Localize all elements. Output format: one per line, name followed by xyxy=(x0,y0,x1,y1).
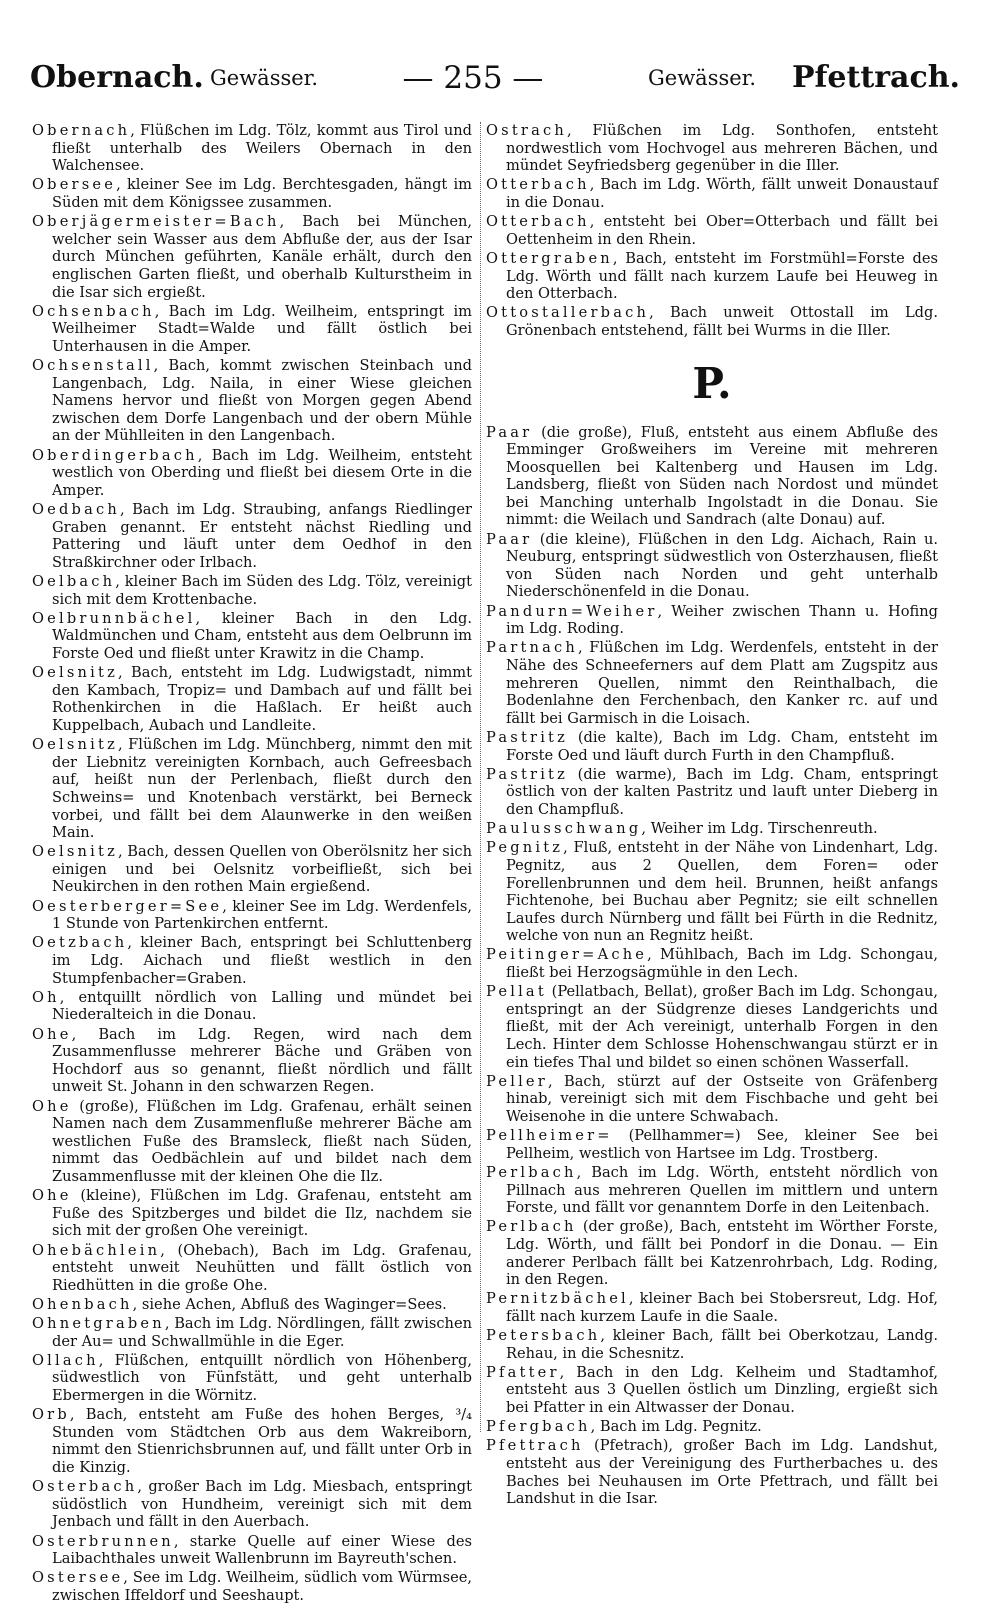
entry-headword: Ochsenbach xyxy=(32,302,155,320)
entry-headword: Paulusschwang xyxy=(486,820,642,838)
entry-text: , Bach im Ldg. Pegnitz. xyxy=(590,1418,762,1436)
dictionary-entry xyxy=(486,424,938,530)
dictionary-entry xyxy=(32,1406,472,1476)
dictionary-entry xyxy=(32,934,472,987)
dictionary-entry xyxy=(486,729,938,764)
entry-headword: Ohe xyxy=(32,1187,72,1205)
dictionary-entry xyxy=(32,989,472,1024)
dictionary-entry xyxy=(486,1418,938,1436)
entry-headword: Peller xyxy=(486,1072,548,1090)
dictionary-entry xyxy=(486,1364,938,1417)
dictionary-entry xyxy=(486,983,938,1071)
entry-text: , Bach im Ldg. Weilheim, entsteht westlich von Oberding und fließt bei diesem Orte in die Amper. xyxy=(52,446,472,499)
entry-headword: Oelsnitz xyxy=(32,736,118,754)
entry-headword: Oelbach xyxy=(32,573,116,590)
dictionary-entry xyxy=(32,843,472,896)
dictionary-entry xyxy=(32,736,472,842)
dictionary-entry xyxy=(486,820,938,838)
entry-text: (Pellatbach, Bellat), großer Bach im Ldg. Schongau, entspringt an der Südgrenze dieses Landgerichts und fließt, mit der Ach vereinigt, unterhalb Forgen in den Lech. Hinter dem Schlosse Hohenschwangau stürzt er in ein tiefes Thal und bildet so einen schönen Wasserfall. xyxy=(506,983,938,1071)
entry-headword: Osterbach xyxy=(32,1478,138,1496)
dictionary-entry xyxy=(486,946,938,981)
entry-headword: Ohe xyxy=(32,1025,72,1043)
entry-headword: Pellat xyxy=(486,983,547,1001)
entry-headword: Otterbach xyxy=(486,176,590,194)
entry-text: , Flüßchen im Ldg. Münchberg, nimmt den mit der Liebnitz vereinigten Kornbach, auch Gefreesbach auf, heißt nun der Perlenbach, fließt durch den Schweins= und Knotenbach verstärkt, bei Berneck vorbei, und fällt bei dem Alaunwerke in den weißen Main. xyxy=(52,736,472,842)
header-right-word: Pfettrach. xyxy=(791,60,960,95)
entry-headword: Ollach xyxy=(32,1351,99,1369)
entry-headword: Oh xyxy=(32,988,60,1006)
dictionary-entry xyxy=(486,1073,938,1126)
entry-text: , Bach, entsteht am Fuße des hohen Berges, ³/₄ Stunden vom Städtchen Orb aus dem Wakreiborn, nimmt den Stienrichsbrunnen auf, und fällt unter Orb in die Kinzig. xyxy=(52,1406,472,1476)
entry-headword: Ostersee xyxy=(32,1569,124,1587)
dictionary-entry xyxy=(32,610,472,663)
entry-text: , kleiner Bach im Süden des Ldg. Tölz, vereinigt sich mit dem Krottenbache. xyxy=(52,573,472,608)
entry-headword: Ostrach xyxy=(486,122,567,139)
entry-headword: Ohenbach xyxy=(32,1295,133,1313)
dictionary-entry xyxy=(32,1187,472,1240)
dictionary-entry xyxy=(32,1315,472,1350)
entry-headword: Osterbrunnen xyxy=(32,1532,174,1550)
entry-text: , Bach im Ldg. Straubing, anfangs Riedlinger Graben genannt. Er entsteht nächst Riedling und Pattering und läuft unter dem Oedhof in den Straßkirchner oder Irlbach. xyxy=(52,501,472,571)
entry-headword: Petersbach xyxy=(486,1327,601,1345)
entry-headword: Oesterberger=See xyxy=(32,897,223,915)
entry-headword: Pfatter xyxy=(486,1363,560,1381)
entry-text: , Fluß, entsteht in der Nähe von Lindenhart, Ldg. Pegnitz, aus 2 Quellen, dem Foren= oder Forellenbrunnen und dem heil. Brunnen, heißt anfangs Fichtenohe, bei Buchau aber Pegnitz; sie eilt schnellen Laufes durch Nürnberg und fällt bei Fürth in die Rednitz, welche von nun an Regnitz heißt. xyxy=(506,839,938,945)
entry-headword: Peitinger=Ache xyxy=(486,946,648,964)
entry-text: (Pellhammer=) See, kleiner See bei Pellheim, westlich von Hartsee im Ldg. Trostberg. xyxy=(506,1127,938,1162)
entry-text: , Mühlbach, Bach im Ldg. Schongau, fließt bei Herzogsägmühle in den Lech. xyxy=(506,946,938,982)
dictionary-entry xyxy=(486,1327,938,1362)
dictionary-entry xyxy=(32,357,472,445)
entry-text: , kleiner Bach, fällt bei Oberkotzau, Landg. Rehau, in die Schesnitz. xyxy=(506,1327,938,1362)
dictionary-entry xyxy=(32,1569,472,1604)
entry-text: , großer Bach im Ldg. Miesbach, entspringt südöstlich von Hundheim, vereinigt sich mit dem Jenbach und fällt in den Auerbach. xyxy=(52,1478,472,1531)
dictionary-entry xyxy=(486,1127,938,1162)
dictionary-entry xyxy=(486,603,938,638)
dictionary-entry xyxy=(486,639,938,727)
right-column xyxy=(486,122,938,1509)
entry-headword: Ohebächlein xyxy=(32,1241,161,1259)
entry-text: , Bach unweit Ottostall im Ldg. Grönenbach entstehend, fällt bei Wurms in die Iller. xyxy=(506,304,938,339)
entry-text: , Bach, entsteht im Forstmühl=Forste des Ldg. Wörth und fällt nach kurzem Laufe bei Heuweg in den Otterbach. xyxy=(506,249,938,303)
entry-text: , Bach im Ldg. Wörth, entsteht nördlich von Pillnach aus mehreren Quellen im mittlern und untern Forste, und fällt vor genanntem Dorfe in den Leitenbach. xyxy=(506,1163,938,1217)
entry-headword: Pegnitz xyxy=(486,839,564,857)
dictionary-entry xyxy=(486,1290,938,1325)
dictionary-entry xyxy=(486,250,938,303)
entry-text: (die kleine), Flüßchen in den Ldg. Aichach, Rain u. Neuburg, entspringt südwestlich von Osterzhausen, fließt von Süden nach Norden und geht unterhalb Niederschönenfeld in die Donau. xyxy=(506,530,938,601)
entry-headword: Pellheimer= xyxy=(486,1127,613,1145)
entry-text: , Flüßchen im Ldg. Sonthofen, entsteht nordwestlich vom Hochvogel aus mehreren Bächen, und mündet Seyfriedsberg gegenüber in die Iller. xyxy=(506,122,938,175)
dictionary-entry xyxy=(486,839,938,945)
entry-text: , Flüßchen im Ldg. Tölz, kommt aus Tirol und fließt unterhalb des Weilers Obernach in den Walchensee. xyxy=(52,122,472,175)
entry-text: , See im Ldg. Weilheim, südlich vom Würmsee, zwischen Iffeldorf und Seeshaupt. xyxy=(52,1569,472,1604)
entry-text: , siehe Achen, Abfluß des Waginger=Sees. xyxy=(132,1295,447,1313)
dictionary-entry xyxy=(486,766,938,819)
entry-text: , starke Quelle auf einer Wiese des Laibachthales unweit Wallenbrunn im Bayreuth'schen. xyxy=(52,1532,472,1568)
entry-headword: Pfergbach xyxy=(486,1418,591,1436)
dictionary-entry xyxy=(32,1098,472,1186)
dictionary-entry xyxy=(32,447,472,500)
entry-headword: Paar xyxy=(486,530,533,548)
entry-text: , Weiher zwischen Thann u. Hofing im Ldg. Roding. xyxy=(506,602,938,638)
dictionary-entry xyxy=(486,531,938,601)
entry-headword: Orb xyxy=(32,1406,70,1424)
entry-headword: Perlbach xyxy=(486,1218,577,1236)
dictionary-entry xyxy=(486,304,938,339)
entry-text: , (Ohebach), Bach im Ldg. Grafenau, entsteht unweit Neuhütten und fällt östlich von Riedhütten in die große Ohe. xyxy=(52,1241,472,1294)
dictionary-entry xyxy=(32,122,472,175)
entry-headword: Ohe xyxy=(32,1097,72,1115)
dictionary-entry xyxy=(32,213,472,301)
entry-headword: Oelsnitz xyxy=(32,843,118,861)
entry-headword: Oedbach xyxy=(32,501,120,519)
entry-headword: Perlbach xyxy=(486,1163,577,1181)
entry-text: , kleiner See im Ldg. Berchtesgaden, hängt im Süden mit dem Königssee zusammen. xyxy=(52,176,472,211)
entry-headword: Ohnetgraben xyxy=(32,1315,165,1333)
entry-text: , Bach, entsteht im Ldg. Ludwigstadt, nimmt den Kambach, Tropiz= und Dambach auf und fällt bei Rothenkirchen in die Haßlach. Er heißt auch Kuppelbach, Aubach und Landleite. xyxy=(52,664,472,734)
dictionary-entry xyxy=(32,176,472,211)
dictionary-entry xyxy=(486,1437,938,1507)
dictionary-entry xyxy=(32,898,472,933)
entry-headword: Pandurn=Weiher xyxy=(486,602,658,620)
entry-headword: Pfettrach xyxy=(486,1437,584,1455)
column-divider xyxy=(480,122,481,1432)
entry-headword: Obernach xyxy=(32,122,131,139)
dictionary-entry xyxy=(32,1296,472,1314)
left-column xyxy=(32,122,472,1606)
page-number: — 255 — xyxy=(402,60,544,96)
entry-headword: Otterbach xyxy=(486,213,590,231)
right-column-p-entries xyxy=(486,424,938,1508)
entry-headword: Oelsnitz xyxy=(32,664,118,682)
entry-text: , Bach, kommt zwischen Steinbach und Langenbach, Ldg. Naila, in einer Wiese gleichen Namens hervor und fließt von Morgen gegen Abend zwischen dem Dorfe Langenbach und der obern Mühle an der Mühlleiten in den Langenbach. xyxy=(52,357,472,445)
entry-headword: Pastritz xyxy=(486,728,569,746)
entry-text: , Bach im Ldg. Nördlingen, fällt zwischen der Au= und Schwallmühle in die Eger. xyxy=(52,1315,472,1350)
dictionary-entry xyxy=(486,213,938,248)
entry-headword: Pastritz xyxy=(486,765,569,783)
entry-text: (die warme), Bach im Ldg. Cham, entspringt östlich von der kalten Pastritz und lauft unter Dieberg in den Champfluß. xyxy=(506,765,938,818)
dictionary-entry xyxy=(486,176,938,211)
dictionary-entry xyxy=(486,122,938,175)
section-letter: P. xyxy=(692,358,732,408)
entry-text: (Pfetrach), großer Bach im Ldg. Landshut, entsteht aus der Vereinigung des Furtherbaches u. des Baches bei Neuhausen im Orte Pfettrach, und fällt bei Landshut in die Isar. xyxy=(506,1437,938,1508)
dictionary-entry xyxy=(32,573,472,608)
entry-headword: Paar xyxy=(486,423,533,441)
entry-text: , Bach im Ldg. Weilheim, entspringt im Weilheimer Stadt=Walde und fällt östlich bei Unterhausen in die Amper. xyxy=(52,302,472,355)
entry-headword: Oberjägermeister=Bach xyxy=(32,213,280,231)
entry-text: , kleiner Bach bei Stobersreut, Ldg. Hof, fällt nach kurzem Laufe in die Saale. xyxy=(506,1290,938,1325)
entry-text: (der große), Bach, entsteht im Wörther Forste, Ldg. Wörth, und fällt bei Pondorf in die Donau. — Ein anderer Perlbach fällt bei Katzenrohrbach, Ldg. Roding, in den Regen. xyxy=(506,1218,938,1289)
entry-text: , Bach im Ldg. Regen, wird nach dem Zusammenflusse mehrerer Bäche und Gräben von Hochdorf aus so genannt, fließt nördlich und fällt unweit St. Johann in den schwarzen Regen. xyxy=(52,1025,472,1096)
dictionary-entry xyxy=(32,1242,472,1295)
dictionary-entry xyxy=(32,1478,472,1531)
dictionary-entry xyxy=(486,1164,938,1217)
entry-headword: Obersee xyxy=(32,176,117,194)
entry-headword: Ottostallerbach xyxy=(486,304,650,322)
entry-headword: Oberdingerbach xyxy=(32,446,198,464)
entry-headword: Oetzbach xyxy=(32,934,128,952)
entry-text: , entsteht bei Ober=Otterbach und fällt bei Oettenheim in den Rhein. xyxy=(506,213,938,248)
entry-text: , Weiher im Ldg. Tirschenreuth. xyxy=(641,820,878,838)
entry-text: , kleiner See im Ldg. Werdenfels, 1 Stunde von Partenkirchen entfernt. xyxy=(52,897,472,933)
entry-text: (die kalte), Bach im Ldg. Cham, entsteht im Forste Oed und läuft durch Furth in den Champfluß. xyxy=(506,728,938,764)
dictionary-entry xyxy=(32,1026,472,1096)
dictionary-entry xyxy=(32,1352,472,1405)
entry-headword: Partnach xyxy=(486,639,578,657)
header-left-word: Obernach. xyxy=(30,60,204,95)
entry-headword: Oelbrunnbächel xyxy=(32,609,196,627)
dictionary-entry xyxy=(486,1218,938,1288)
dictionary-entry xyxy=(32,664,472,734)
entry-text: , Flüßchen, entquillt nördlich von Höhenberg, südwestlich von Fünfstätt, und geht unterhalb Ebermergen in die Wörnitz. xyxy=(52,1351,472,1405)
dictionary-entry xyxy=(32,501,472,571)
entry-text: , Bach, stürzt auf der Ostseite von Gräfenberg hinab, vereinigt sich mit dem Fischbache und geht bei Weisenohe in die untere Schwabach. xyxy=(506,1072,938,1125)
entry-headword: Ottergraben xyxy=(486,249,613,267)
entry-headword: Pernitzbächel xyxy=(486,1290,629,1308)
entry-text: , kleiner Bach, entspringt bei Schluttenberg im Ldg. Aichach und fließt westlich in den Stumpfenbacher=Graben. xyxy=(52,934,472,987)
entry-text: , Flüßchen im Ldg. Werdenfels, entsteht in der Nähe des Schneeferners auf dem Platt am Zugspitz aus mehreren Quellen, nimmt den Reinthalbach, die Bodenlahne den Ferchenbach, den Kanker rc. auf und fällt bei Garmisch in die Loisach. xyxy=(506,639,938,727)
entry-text: (kleine), Flüßchen im Ldg. Grafenau, entsteht am Fuße des Spitzberges und bildet die Ilz, nachdem sie sich mit der großen Ohe vereinigt. xyxy=(52,1187,472,1240)
header-category-left: Gewässer. xyxy=(210,66,319,90)
entry-text: (die große), Fluß, entsteht aus einem Abfluße des Emminger Großweihers im Vereine mit mehreren Moosquellen bei Kaltenberg und Hausen im Ldg. Landsberg, fließt von Süden nach Nordost und mündet bei Manching unterhalb Ingolstadt in die Donau. Sie nimmt: die Weilach und Sandrach (alte Donau) auf. xyxy=(506,423,938,529)
entry-headword: Ochsenstall xyxy=(32,357,154,375)
entry-text: (große), Flüßchen im Ldg. Grafenau, erhält seinen Namen nach dem Zusammenfluße mehrerer Bäche am westlichen Fuße des Bramsleck, fließt nach Süden, nimmt das Oedbächlein auf und bildet nach dem Zusammenflusse mit der kleinen Ohe die Ilz. xyxy=(52,1097,472,1185)
entry-text: , Bach in den Ldg. Kelheim und Stadtamhof, entsteht aus 3 Quellen östlich um Dinzling, ergießt sich bei Pfatter in ein Altwasser der Donau. xyxy=(506,1363,938,1417)
right-column-o-entries xyxy=(486,122,938,340)
header-category-right: Gewässer. xyxy=(648,66,757,90)
entry-text: , Bach bei München, welcher sein Wasser aus dem Abfluße der, aus der Isar durch München geführten, Kanäle erhält, durch den englischen Garten fließt, und oberhalb Kulturstheim in die Isar sich ergießt. xyxy=(52,213,472,301)
entry-text: , Bach im Ldg. Wörth, fällt unweit Donaustauf in die Donau. xyxy=(506,176,938,211)
entry-text: , kleiner Bach in den Ldg. Waldmünchen und Cham, entsteht aus dem Oelbrunn im Forste Oed und fließt unter Krawitz in die Champ. xyxy=(52,609,472,662)
entry-text: , entquillt nördlich von Lalling und mündet bei Niederalteich in die Donau. xyxy=(52,988,472,1024)
dictionary-entry xyxy=(32,303,472,356)
entry-text: , Bach, dessen Quellen von Oberölsnitz her sich einigen und bei Oelsnitz vorbeifließt, sich bei Neukirchen in den rothen Main ergießend. xyxy=(52,843,472,896)
dictionary-entry xyxy=(32,1533,472,1568)
